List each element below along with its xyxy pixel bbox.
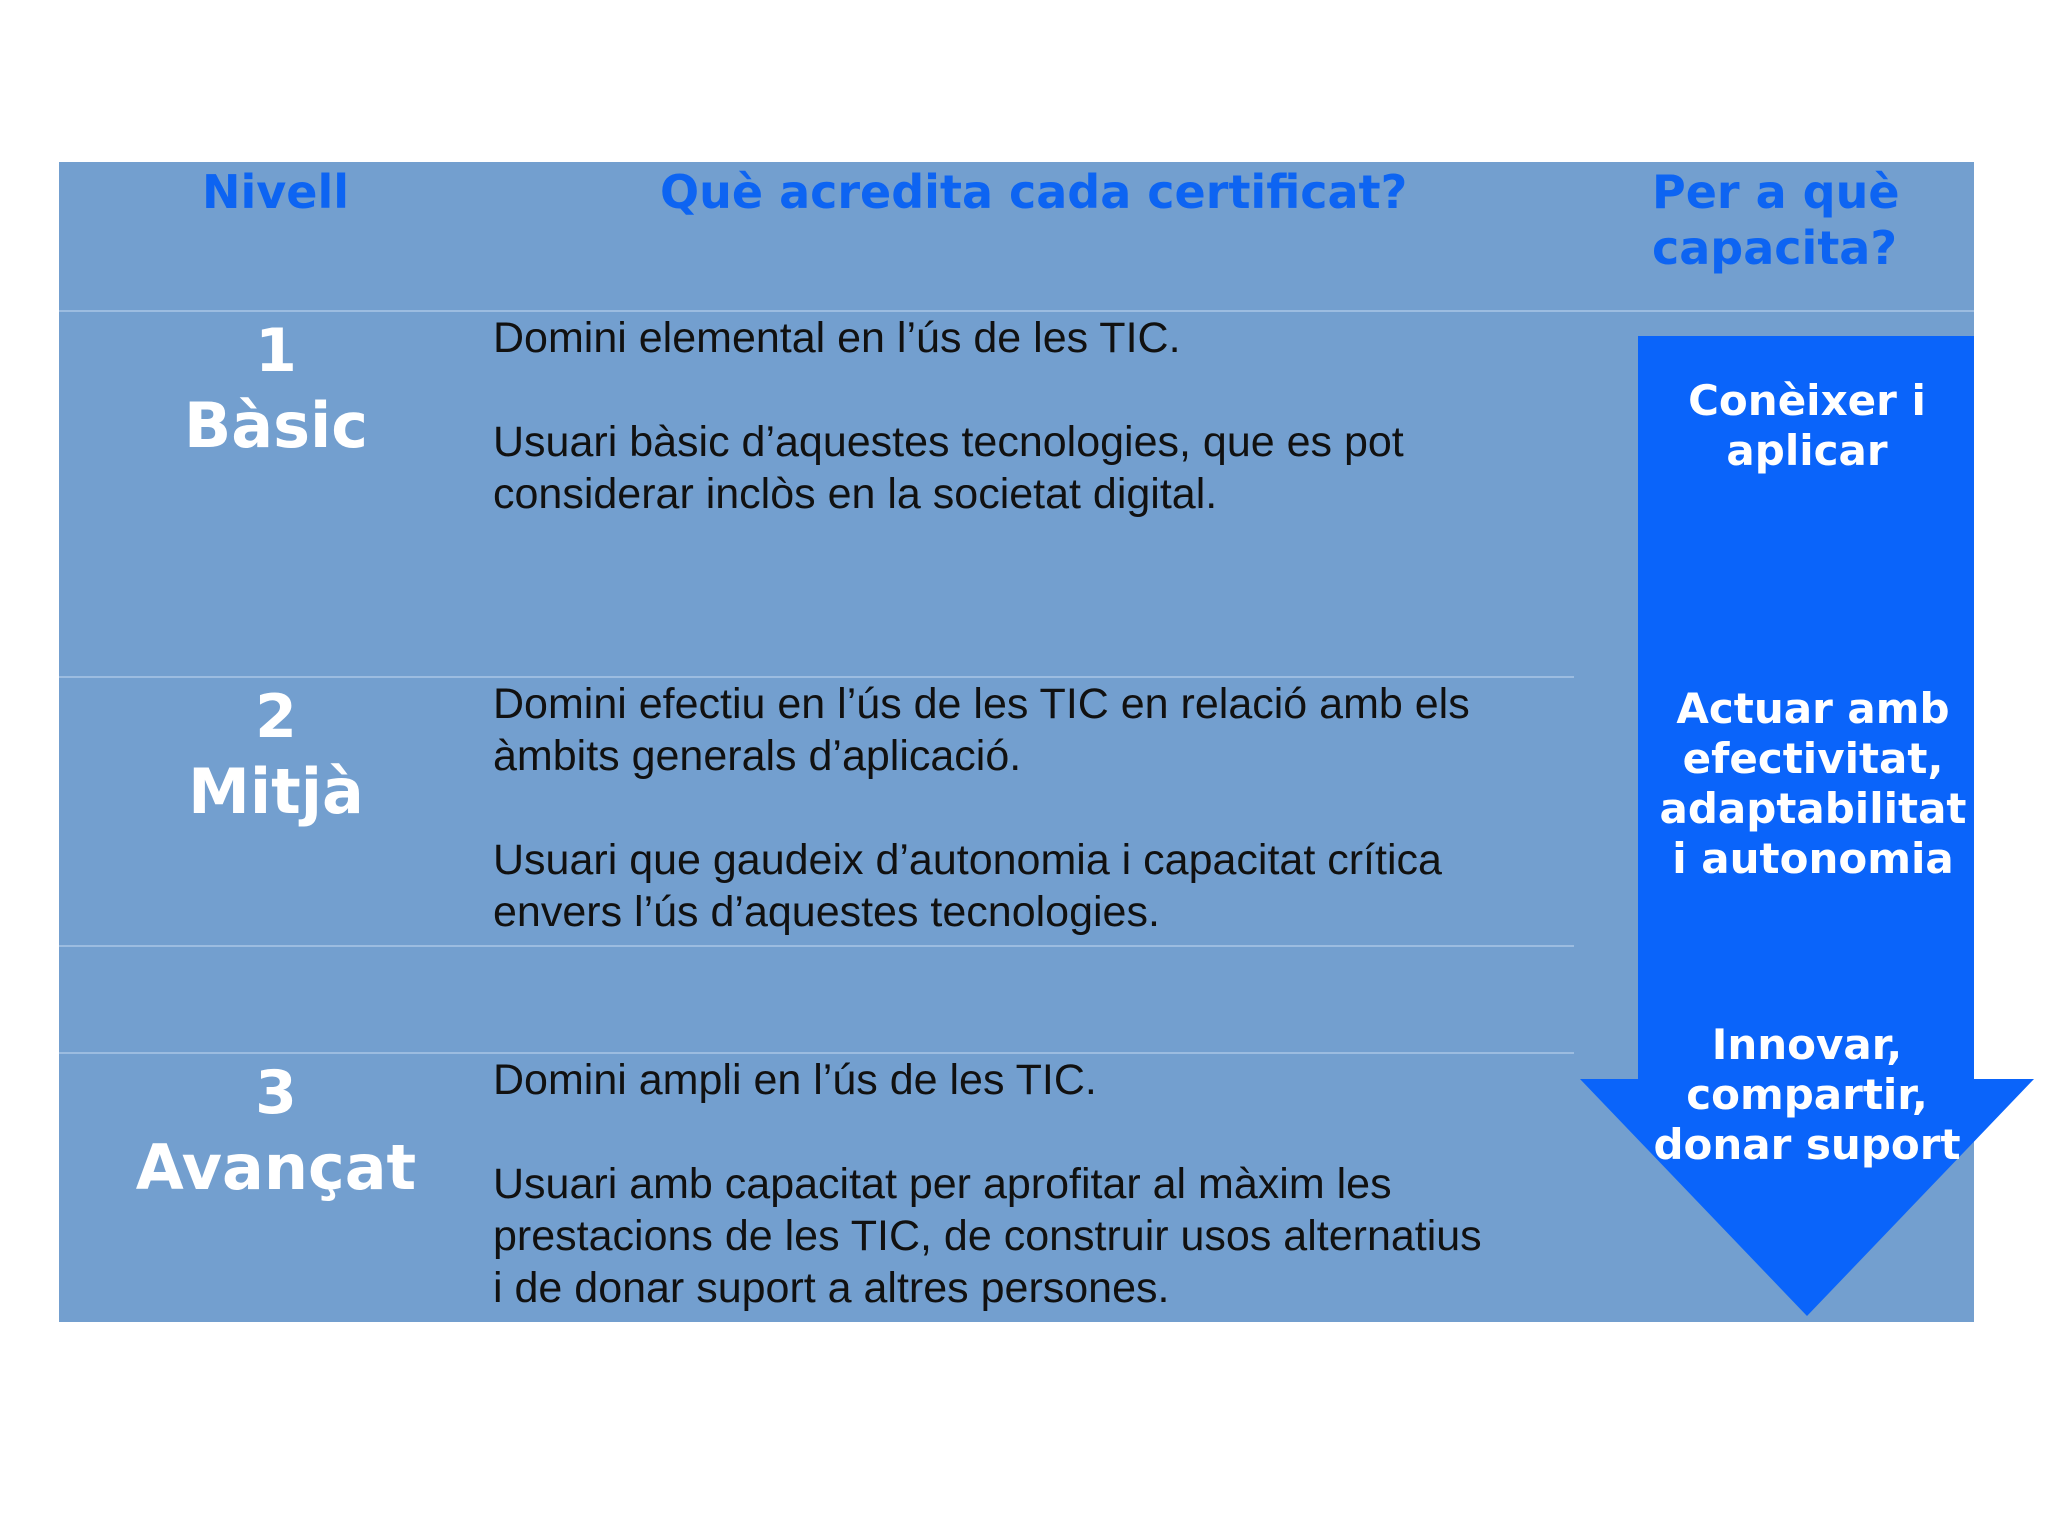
level-2-desc-1-line1: Domini efectiu en l’ús de les TIC en relació amb els (493, 680, 1470, 728)
level-3-name: Avançat (135, 1131, 417, 1204)
header-accredits: Què acredita cada certificat? (660, 165, 1408, 219)
level-3-description (493, 1054, 1583, 1314)
level-1-desc-2-line1: Usuari bàsic d’aquestes tecnologies, que es pot (493, 418, 1404, 466)
level-1-name: Bàsic (183, 389, 368, 462)
purpose-2-line: i autonomia (1672, 834, 1954, 883)
level-1-desc-1: Domini elemental en l’ús de les TIC. (493, 314, 1181, 362)
purpose-3-line: Innovar, (1711, 1020, 1903, 1069)
level-2-desc-1 (493, 678, 1583, 782)
level-3-desc-2-line3: i de donar suport a altres persones. (493, 1264, 1170, 1312)
level-2-desc-2-line2: envers l’ús d’aquestes tecnologies. (493, 888, 1160, 936)
purpose-innovate-share (1640, 1020, 1974, 1170)
level-1-number: 1 (255, 316, 297, 386)
level-1-desc-2-line2: considerar inclòs en la societat digital. (493, 470, 1218, 518)
row-divider (59, 945, 1574, 947)
purpose-act-effectively (1640, 684, 1986, 884)
header-purpose (1652, 164, 1900, 276)
purpose-2-line: efectivitat, (1682, 734, 1944, 783)
purpose-2-line: adaptabilitat (1659, 784, 1967, 833)
header-purpose-line1: Per a què (1652, 165, 1900, 219)
purpose-3-line: compartir, (1686, 1070, 1928, 1119)
level-3-desc-2-line1: Usuari amb capacitat per aprofitar al màxim les (493, 1160, 1392, 1208)
purpose-3-line: donar suport (1653, 1120, 1961, 1169)
header-purpose-line2: capacita? (1652, 221, 1898, 275)
level-3-number: 3 (255, 1058, 297, 1128)
level-2-name: Mitjà (188, 755, 364, 828)
level-2-desc-2 (493, 834, 1583, 938)
level-3-desc-2 (493, 1158, 1583, 1314)
purpose-1-line: aplicar (1726, 426, 1888, 475)
level-1-desc-2 (493, 416, 1583, 520)
header-level: Nivell (202, 165, 349, 219)
level-2-number: 2 (255, 682, 297, 752)
purpose-2-line: Actuar amb (1676, 684, 1950, 733)
level-2-desc-1-line2: àmbits generals d’aplicació. (493, 732, 1022, 780)
level-2-description (493, 678, 1583, 938)
level-2-desc-2-line1: Usuari que gaudeix d’autonomia i capacitat crítica (493, 836, 1442, 884)
purpose-1-line: Conèixer i (1688, 376, 1926, 425)
level-3-desc-2-line2: prestacions de les TIC, de construir usos alternatius (493, 1212, 1482, 1260)
level-3-desc-1: Domini ampli en l’ús de les TIC. (493, 1056, 1097, 1104)
level-1-description (493, 312, 1583, 520)
purpose-know-apply (1640, 376, 1974, 476)
